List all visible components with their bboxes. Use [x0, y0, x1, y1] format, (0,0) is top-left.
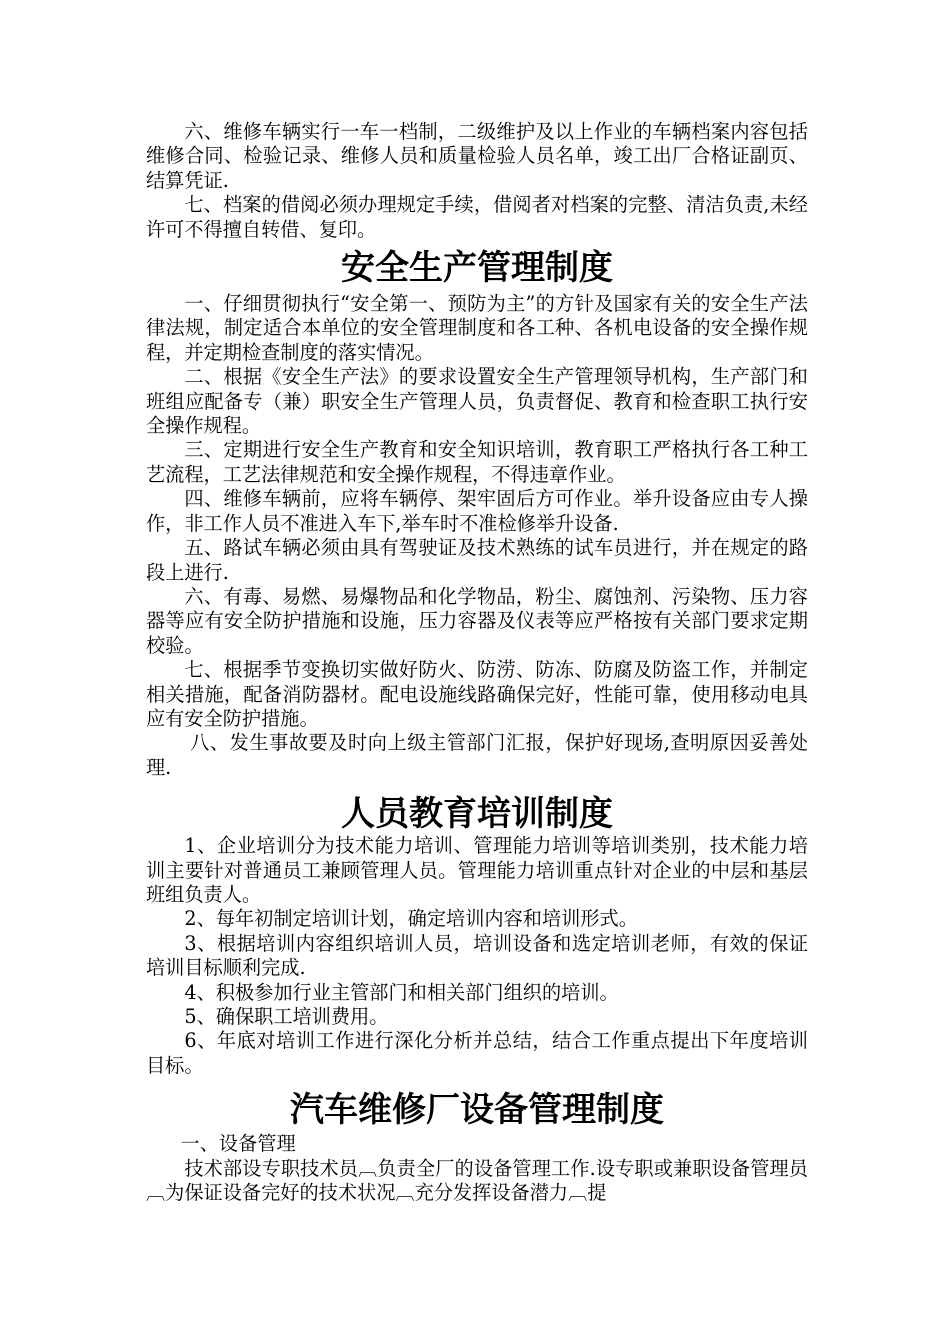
heading-training: 人员教育培训制度: [341, 794, 613, 835]
paragraph-equipment-1: 技术部设专职技术员︹负责全厂的设备管理工作.设专职或兼职设备管理员︹为保证设备完好的技术状况︹充分发挥设备潜力︹提: [146, 1156, 808, 1205]
paragraph-safety-7: 七、根据季节变换切实做好防火、防涝、防冻、防腐及防盗工作，并制定相关措施，配备消防器材。配电设施线路确保完好，性能可靠，使用移动电具应有安全防护措施。: [146, 658, 808, 730]
heading-equipment: 汽车维修厂设备管理制度: [290, 1090, 664, 1131]
paragraph-safety-5: 五、路试车辆必须由具有驾驶证及技术熟练的试车员进行，并在规定的路段上进行.: [146, 536, 808, 584]
document-page: [146, 120, 808, 1205]
paragraph-training-1: 1、企业培训分为技术能力培训、管理能力培训等培训类别，技术能力培训主要针对普通员工兼顾管理人员。管理能力培训重点针对企业的中层和基层班组负责人。: [146, 834, 808, 906]
paragraph-archive-6: 六、维修车辆实行一车一档制，二级维护及以上作业的车辆档案内容包括维修合同、检验记录、维修人员和质量检验人员名单，竣工出厂合格证副页、结算凭证.: [146, 120, 808, 192]
paragraph-training-2: 2、每年初制定培训计划，确定培训内容和培训形式。: [184, 907, 638, 931]
paragraph-training-3: 3、根据培训内容组织培训人员，培训设备和选定培训老师，有效的保证培训目标顺利完成.: [146, 931, 808, 980]
paragraph-training-4: 4、积极参加行业主管部门和相关部门组织的培训。: [184, 980, 619, 1004]
paragraph-safety-1: 一、仔细贯彻执行“安全第一、预防为主”的方针及国家有关的安全生产法律法规，制定适合本单位的安全管理制度和各工种、各机电设备的安全操作规程，并定期检查制度的落实情况。: [146, 292, 808, 364]
paragraph-safety-8: 八、发生事故要及时向上级主管部门汇报，保护好现场,查明原因妥善处理.: [146, 731, 808, 779]
paragraph-safety-6: 六、有毒、易燃、易爆物品和化学物品，粉尘、腐蚀剂、污染物、压力容器等应有安全防护措施和设施，压力容器及仪表等应严格按有关部门要求定期校验。: [146, 584, 808, 657]
paragraph-safety-3: 三、定期进行安全生产教育和安全知识培训，教育职工严格执行各工种工艺流程，工艺法律规范和安全操作规程，不得违章作业。: [146, 438, 808, 486]
subheading-equipment-management: 一、设备管理: [180, 1132, 296, 1156]
paragraph-training-6: 6、年底对培训工作进行深化分析并总结，结合工作重点提出下年度培训目标。: [146, 1029, 808, 1077]
paragraph-safety-4: 四、维修车辆前，应将车辆停、架牢固后方可作业。举升设备应由专人操作，非工作人员不准进入车下,举车时不准检修举升设备.: [146, 487, 808, 535]
paragraph-safety-2: 二、根据《安全生产法》的要求设置安全生产管理领导机构，生产部门和班组应配备专（兼）职安全生产管理人员，负责督促、教育和检查职工执行安全操作规程。: [146, 365, 808, 438]
paragraph-archive-7: 七、档案的借阅必须办理规定手续，借阅者对档案的完整、清洁负责,未经许可不得擅自转借、复印。: [146, 193, 808, 241]
paragraph-training-5: 5、确保职工培训费用。: [184, 1005, 389, 1028]
heading-safety-management: 安全生产管理制度: [341, 248, 613, 289]
